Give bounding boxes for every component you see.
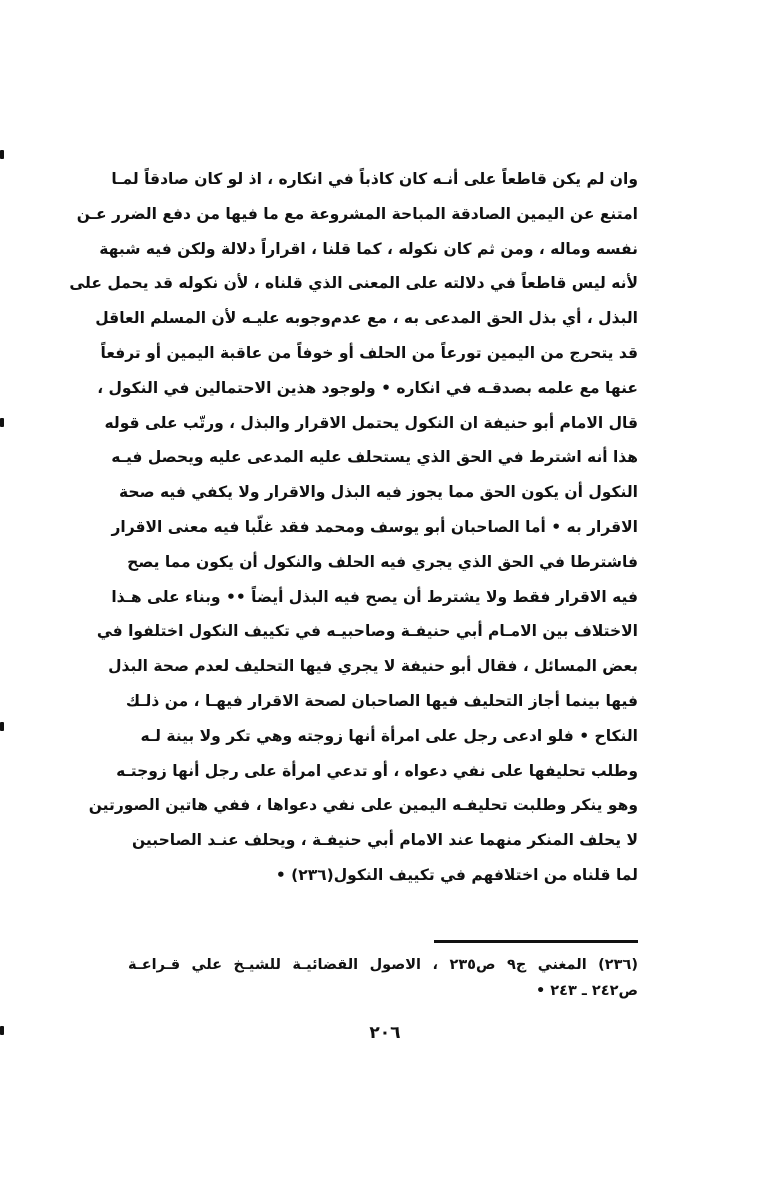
text-line: وطلب تحليفها على نفي دعواه ، أو تدعي امرأة على رجل أنها زوجتـه [116, 761, 638, 780]
text-line: البذل ، أي بذل الحق المدعى به ، مع عدم‌وجوبه عليـه لأن المسلم العاقل [95, 309, 638, 328]
text-line: لا يحلف المنكر منهما عند الامام أبي حنيفـة ، ويحلف عنـد الصاحبين [131, 831, 638, 850]
text-line: النكاح • فلو ادعى رجل على امرأة أنها زوجته وهي تكر ولا بينة لـه [140, 726, 638, 745]
footnote-block [128, 952, 638, 1004]
text-line: عنها مع علمه بصدقـه في انكاره • ولوجود هذين الاحتمالين في النكول ، [97, 378, 638, 397]
text-line: وهو ينكر وطلبت تحليفـه اليمين على نفي دعواها ، ففي هاتين الصورتين [88, 796, 638, 815]
text-line: لما قلناه من اختلافهم في تكييف النكول(٢٣٦) • [275, 865, 638, 884]
text-line: الاختلاف بين الامـام أبي حنيفـة وصاحبيـه في تكييف النكول اختلفوا في [96, 622, 638, 641]
text-line: بعض المسائل ، فقال أبو حنيفة لا يجري فيها التحليف لعدم صحة البذل [108, 657, 638, 676]
text-line: وان لم يكن قاطعاً على أنـه كان كاذباً في انكاره ، اذ لو كان صادقاً لمـا [111, 170, 638, 188]
footnote-line: ص٢٤٢ ـ ٢٤٣ • [535, 983, 638, 999]
text-line: هذا أنه اشترط في الحق الذي يستحلف عليه المدعى عليه ويحصل فيـه [111, 448, 638, 467]
text-line: فيها بينما أجاز التحليف فيها الصاحبان لصحة الاقرار فيهـا ، من ذلـك [125, 691, 638, 710]
text-line: النكول أن يكون الحق مما يجوز فيه البذل والاقرار ولا يكفي فيه صحة [119, 483, 638, 502]
text-line: قد يتحرج من اليمين تورعاً من الحلف أو خوفاً من عاقبة اليمين أو ترفعاً [100, 343, 638, 362]
scan-edge-mark [0, 418, 4, 427]
footnote-separator [434, 940, 638, 943]
text-line: فاشترطا في الحق الذي يجري فيه الحلف والنكول أن يكون مما يصح [127, 552, 638, 571]
text-line: امتنع عن اليمين الصادقة المباحة المشروعة مع ما فيها من دفع الضرر عـن [76, 204, 638, 223]
footnote-line: (٢٣٦) المغني ج٩ ص٢٣٥ ، الاصول القضائيـة للشيـخ علي قـراعـة [128, 957, 638, 973]
text-line: لأنه ليس قاطعاً في دلالته على المعنى الذي قلناه ، لأن نكوله قد يحمل على [69, 274, 638, 293]
text-line: فيه الاقرار فقط ولا يشترط أن يصح فيه البذل أيضاً •• وبناء على هـذا [111, 587, 638, 606]
text-line: قال الامام أبو حنيفة ان النكول يحتمل الاقرار والبذل ، ورتّب على قوله [104, 413, 638, 432]
main-paragraph [69, 162, 638, 893]
scan-edge-mark [0, 722, 4, 731]
text-line: الاقرار به • أما الصاحبان أبو يوسف ومحمد فقد غلّبا فيه معنى الاقرار [111, 517, 638, 536]
text-line: نفسه وماله ، ومن ثم كان نكوله ، كما قلنا ، اقراراً دلالة ولكن فيه شبهة [99, 239, 638, 258]
scan-edge-mark [0, 150, 4, 159]
page-number: ٢٠٦ [369, 1023, 401, 1043]
scan-edge-mark [0, 1026, 4, 1035]
